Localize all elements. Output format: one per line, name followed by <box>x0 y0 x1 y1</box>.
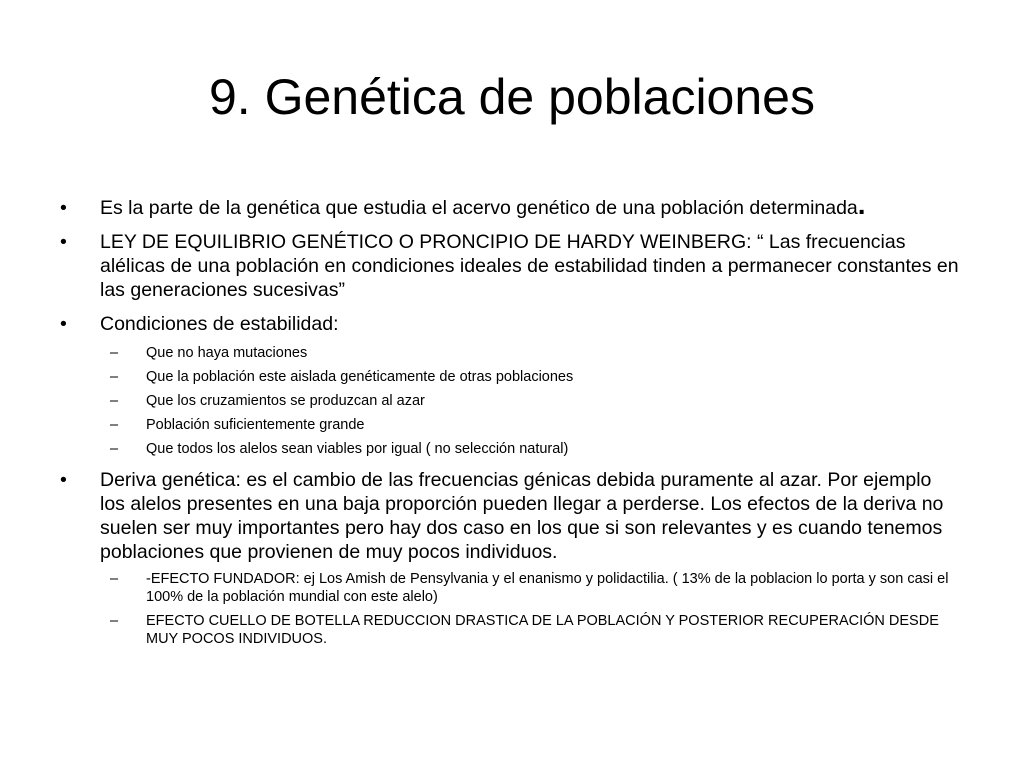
sub-item-text: Población suficientemente grande <box>146 417 365 433</box>
bullet-text: Es la parte de la genética que estudia el acervo genético de una población determinada <box>100 197 858 219</box>
sub-item-founder-effect <box>60 570 960 606</box>
bullet-icon: • <box>60 231 67 253</box>
dash-icon: – <box>110 571 119 587</box>
slide-content <box>60 189 960 654</box>
bullet-icon: • <box>60 197 67 219</box>
bullet-item-definition <box>60 189 960 220</box>
dash-icon: – <box>110 393 119 409</box>
sub-item <box>60 416 960 434</box>
sub-item-text: Que los cruzamientos se produzcan al azar <box>146 393 425 409</box>
bullet-item-genetic-drift <box>60 468 960 564</box>
sub-item-text: Que la población este aislada genéticamente de otras poblaciones <box>146 369 574 385</box>
end-mark: . <box>857 189 866 220</box>
bullet-item-hardy-weinberg <box>60 230 960 302</box>
slide-title: 9. Genética de poblaciones <box>209 69 815 125</box>
sub-item-bottleneck-effect <box>60 612 960 648</box>
dash-icon: – <box>110 441 119 457</box>
sub-item <box>60 344 960 362</box>
dash-icon: – <box>110 345 119 361</box>
bullet-text: Condiciones de estabilidad: <box>100 313 339 335</box>
dash-icon: – <box>110 369 119 385</box>
sub-item-text: Que no haya mutaciones <box>146 345 308 361</box>
dash-icon: – <box>110 613 119 629</box>
sub-item <box>60 368 960 386</box>
bullet-text: Deriva genética: es el cambio de las frecuencias génicas debida puramente al azar. Por ejemplo los alelos presentes en una baja proporción pueden llegar a perderse. Los efectos de la deriva no suelen ser muy importantes pero hay dos caso en los que si son relevantes y es cuando tenemos poblaciones que provienen de muy pocos individuos. <box>100 469 944 563</box>
bullet-item-conditions <box>60 312 960 336</box>
sub-item-text: EFECTO CUELLO DE BOTELLA REDUCCION DRASTICA DE LA POBLACIÓN Y POSTERIOR RECUPERACIÓN DESDE MUY POCOS INDIVIDUOS. <box>146 613 939 647</box>
bullet-icon: • <box>60 469 67 491</box>
dash-icon: – <box>110 417 119 433</box>
bullet-text: LEY DE EQUILIBRIO GENÉTICO O PRONCIPIO DE HARDY WEINBERG: “ Las frecuencias alélicas de una población en condiciones ideales de estabilidad tinden a permanecer constantes en las generaciones sucesivas” <box>100 231 959 301</box>
sub-item <box>60 392 960 410</box>
sub-item-text: -EFECTO FUNDADOR: ej Los Amish de Pensylvania y el enanismo y polidactilia. ( 13% de la poblacion lo porta y son casi el 100% de la población mundial con este alelo) <box>146 571 949 605</box>
sub-item-text: Que todos los alelos sean viables por igual ( no selección natural) <box>146 441 569 457</box>
bullet-icon: • <box>60 313 67 335</box>
sub-item <box>60 440 960 458</box>
